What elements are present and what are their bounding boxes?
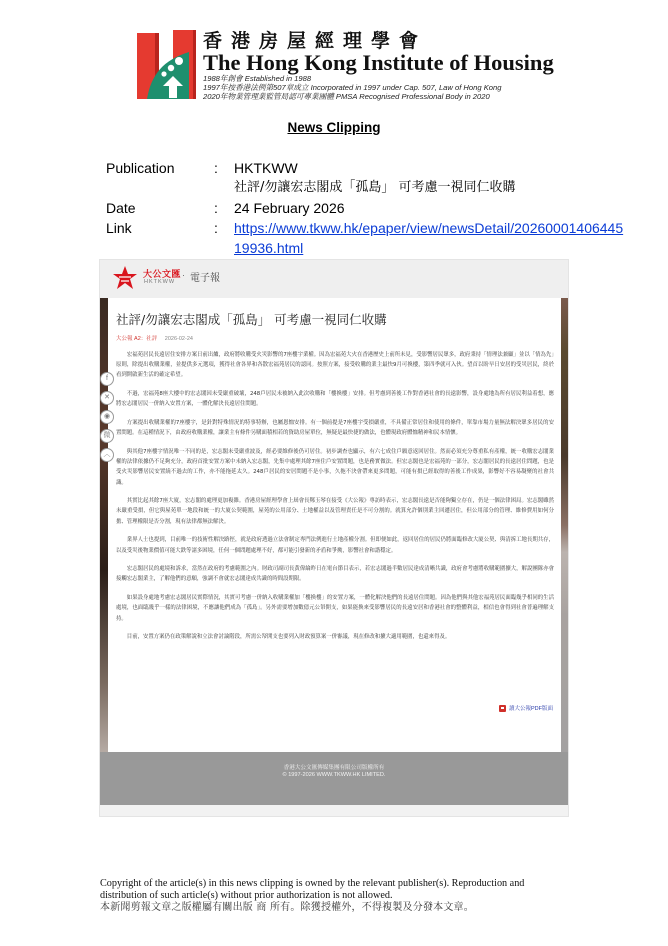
- headline-value: 社評/勿讓宏志閣成「孤島」 可考慮一視同仁收購: [234, 180, 516, 195]
- org-incorporated: 1997年按香港法例第507章成立 Incorporated in 1997 under Cap. 507, Law of Hong Kong: [203, 83, 502, 92]
- site-footer: [100, 752, 568, 805]
- org-name-zh: 香港房屋經理學會: [203, 30, 428, 52]
- pdf-icon: [499, 705, 506, 712]
- org-name-en: The Hong Kong Institute of Housing: [203, 50, 554, 75]
- hkih-logo-mark-icon: [137, 30, 197, 100]
- publication-value: HKTKWW: [234, 160, 298, 176]
- site-header: [100, 260, 568, 298]
- org-recognised: 2020年物業管理業監管局認可專業團體 PMSA Recognised Professional Body in 2020: [203, 92, 490, 101]
- colon: :: [214, 220, 218, 236]
- read-pdf-label: 讀大公報PDF版面: [508, 706, 553, 712]
- site-logo-separator: ·: [182, 270, 185, 280]
- org-established: 1988年創會 Established in 1988: [203, 74, 312, 83]
- article-body: [116, 350, 554, 651]
- background-image-right: [561, 298, 568, 752]
- colon: :: [214, 160, 218, 176]
- copyright-disclaimer: [100, 878, 570, 914]
- article-date: 2026-02-24: [164, 336, 193, 342]
- article-paragraph: 不過，宏福苑8座大樓中的宏志閣因未受嚴重破壞，248戶居民未被納入此次收購和「樓換樓」安排。但考慮到善後工作對香港社會的長遠影響，設身處地為所有居民利益着想，應將宏志閣居民一併納入安置方案，一體化解決長遠居住問題。: [116, 391, 554, 408]
- hkih-logo: [137, 30, 557, 100]
- footer-copyright-en: © 1997-2026 WWW.TKWW.HK LIMITED.: [282, 772, 386, 778]
- colon: :: [214, 200, 218, 216]
- footer-copyright-zh: 香港大公文匯傳媒集團有限公司版權所有: [283, 765, 385, 771]
- background-image-left: [100, 298, 108, 752]
- article-paragraph: 方案提出收購業權的7座樓宇，是針對特殊情況的特事特辦，也屬恩恤安排。有一個前提是7座樓宇受損嚴重，不具備正常居住和使用的條件，單靠市場力量無法解決眾多居民的安置問題。在這種情況下，由政府收購業權，讓業主有條件另購面積相若的資助房屋單位，無疑是最快捷的做法，也體現政府體恤精神和民本情懷。: [116, 420, 554, 437]
- article-meta: [116, 334, 193, 342]
- article-source[interactable]: 大公報 A2：社評: [116, 336, 158, 342]
- article-paragraph: 其實比起其餘7座大廈，宏志閣的處理更加複雜。香港房屋經理學會上屆會長鄭玉琴在接受《大公報》專訪時表示，宏志閣長遠是否能夠獨立存在，仍是一個法律困局。宏志閣雖然未嚴重受損，但它與屋苑單一地段和統一的大廈公契範圍，屋苑的公用部分、土地權益以及管理責任是不可分割的。就算允許個別業主回遷居住，但公用部分的管理、維修費用如何分擔、管理權限是否分割，現有法律都無法解決。: [116, 498, 554, 525]
- tkww-logo-icon: [112, 265, 138, 291]
- site-logo-zh: 大公文匯: [143, 270, 182, 280]
- article-paragraph: 宏福苑居民長遠居住安排方案日前出爐，政府將收購受火災影響的7座樓宇業權。因為宏福苑大火在香港歷史上前所未見，受影響居民眾多，政府秉持「情理法兼顧」並以「情為先」原則，除提出收購業權，並提供多元選項，獲得社會各界和各散宏福苑居民的認同。按照方案，接受收購的業主最快9月可換樓，第四季就可入伙。望首以盼早日安居的受災居民，終於看到開啟新生活的確定希望。: [116, 352, 554, 379]
- site-logo-epaper: 電子報: [190, 273, 220, 284]
- article-link-line2[interactable]: 19936.html: [234, 240, 304, 256]
- clipping-title: News Clipping: [287, 120, 381, 135]
- article-card: [108, 298, 561, 752]
- disclaimer-en: Copyright of the article(s) in this news clipping is owned by the relevant publisher(s). Reproduction and distribution of such article(s) without prior authorization is not allowed.: [100, 878, 525, 901]
- publication-label: Publication: [106, 160, 175, 176]
- article-paragraph: 宏志閣居民的處境和訴求，當然在政府的考慮範圍之內。財政司副司長黃偉綸昨日在電台節目表示，若宏志閣過半數居民達成清晰共識，政府會考慮將收購範圍擴大，解說團隊亦會接觸宏志閣業主，了解他們的意願，強調不會就宏志閣達成共識的時間設期限。: [116, 566, 554, 583]
- link-label: Link: [106, 220, 132, 236]
- date-label: Date: [106, 200, 136, 216]
- article-paragraph: 目前，安置方案仍在政策解說和立法會討論階段，所需公帑開支也要列入財政預算案一併審議，現在修改和擴大適用範圍，也還來得及。: [126, 634, 451, 641]
- social-share-bar: [100, 372, 114, 467]
- article-paragraph: 如果設身處地考慮宏志閣居民實際情況，其實可考慮一併納入收購業權加「樓換樓」的安置方案，一體化解決他們的長遠居住問題。因為他們與其他宏福苑居民面臨幾乎相同的生活處境，也面臨幾乎一樣的法律困境，不應讓他們成為「孤島」。另外需要增加數億元公帑開支，如果能換來受影響居民的長遠安居和香港社會的整體利益，相信也會得到社會普遍理解支持。: [116, 595, 554, 622]
- x-icon[interactable]: ✕: [100, 391, 114, 405]
- site-logo-en: HKTKWW: [144, 279, 176, 285]
- weibo-icon[interactable]: 微: [100, 429, 114, 443]
- read-pdf-link[interactable]: [499, 704, 553, 712]
- scroll-top-icon[interactable]: ︿: [100, 448, 114, 462]
- disclaimer-zh: 本新聞剪報文章之版權屬有關出版 商 所有。除獲授權外，不得複製及分發本文章。: [100, 902, 474, 913]
- wechat-icon[interactable]: ◉: [100, 410, 114, 424]
- facebook-icon[interactable]: f: [100, 372, 114, 386]
- article-title: 社評/勿讓宏志閣成「孤島」 可考慮一視同仁收購: [116, 312, 387, 327]
- date-value: 24 February 2026: [234, 200, 345, 216]
- article-paragraph: 與其他7座樓宇情況唯一不同的是，宏志閣未受嚴重波及，經必要維修後仍可居住。初步調查也顯示，有六七成住戶願意返回居住。然而必須充分尊重私有產權，統一收購宏志閣業權的法律依據仍不足夠充分，政府首批安置方案中未納入宏志閣，先集中處理其餘7座住戶安置問題，也是務實做法。但宏志閣也是宏福苑的一部分，宏志閣居民的長遠居住問題，也是受火災影響居民安置繞不過去的工作，亦不能拖延太久。248戶居民的安居問題不是小事，久拖不決會帶來更多問題，可能有損已經取得的善後工作成果，影響好不容易凝聚的社會共識。: [116, 448, 554, 486]
- article-paragraph: 業界人士也提到，目前唯一的技術性解決路徑，就是政府透過立法會制定專門法例進行土地產權分割。但即便如此，返回居住的居民仍將面臨修改大廈公契、與清拆工地長期共存，以及受災後物業價值可能大跌等諸多困境，任何一個問題處理不好，都可能引發新的矛盾和爭拗，影響社會和諧穩定。: [116, 537, 554, 554]
- article-link-line1[interactable]: https://www.tkww.hk/epaper/view/newsDetail/20260001406445: [234, 220, 624, 236]
- clipping-screenshot: [100, 260, 568, 816]
